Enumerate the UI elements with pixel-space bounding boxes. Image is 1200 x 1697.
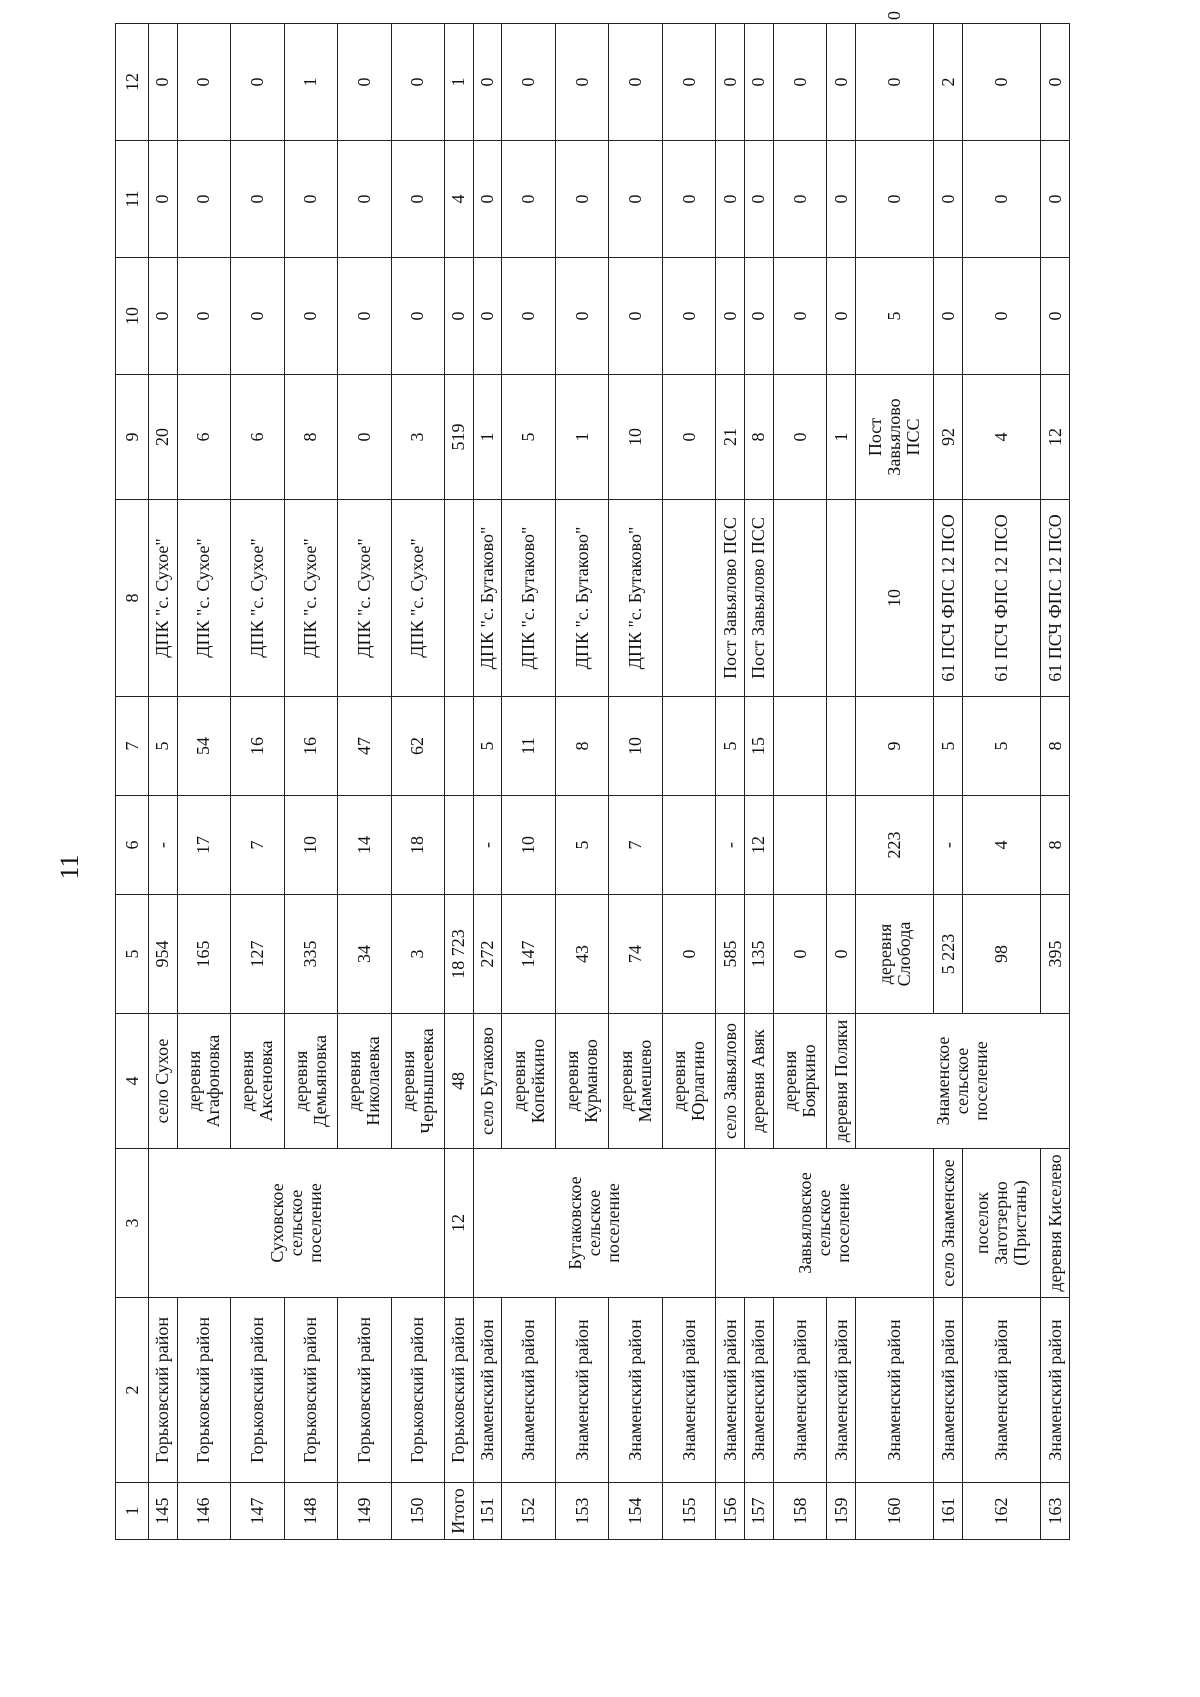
fire-unit-cell: ДПК "с. Бутаково" xyxy=(473,500,502,697)
value-cell: 0 xyxy=(555,258,608,375)
value-cell: 4 xyxy=(445,141,474,258)
population-cell: 0 xyxy=(662,895,715,1014)
population-cell: 3 xyxy=(391,895,444,1014)
value-cell: 0 xyxy=(473,24,502,141)
locality-cell: деревня Курманово xyxy=(555,1014,608,1149)
locality-cell: деревня Поляки xyxy=(827,1014,856,1149)
district-cell: Горьковский район xyxy=(445,1298,474,1483)
fire-unit-cell: Пост Завьялово ПСС xyxy=(745,500,774,697)
value-cell: 0 xyxy=(745,141,774,258)
locality-cell: село Бутаково xyxy=(473,1014,502,1149)
value-cell: 1 xyxy=(445,24,474,141)
distance-cell: - xyxy=(934,796,963,895)
table-row xyxy=(473,24,502,1540)
value-cell: 0 xyxy=(716,258,745,375)
locality-cell: деревня Демьяновка xyxy=(284,1014,337,1149)
time-cell: 62 xyxy=(391,697,444,796)
value-cell: 0 xyxy=(609,258,662,375)
value-cell: 0 xyxy=(473,258,502,375)
time-cell: 8 xyxy=(1041,697,1070,796)
value-cell: 0 xyxy=(555,24,608,141)
settlement-group-cell: Завьяловское сельское поселение xyxy=(716,1149,934,1298)
fire-unit-cell xyxy=(827,500,856,697)
row-number: 151 xyxy=(473,1483,502,1540)
distance-cell xyxy=(445,796,474,895)
time-cell xyxy=(445,697,474,796)
value-cell: 0 xyxy=(745,258,774,375)
distance-cell: 17 xyxy=(177,796,230,895)
table-row xyxy=(502,24,555,1540)
table-row xyxy=(284,24,337,1540)
district-cell: Знаменский район xyxy=(827,1298,856,1483)
total-row xyxy=(445,24,474,1540)
fire-unit-cell: ДПК "с. Сухое" xyxy=(177,500,230,697)
row-number: 162 xyxy=(962,1483,1040,1540)
distance-cell: 14 xyxy=(338,796,391,895)
value-cell: 5 xyxy=(502,375,555,500)
value-cell: 0 xyxy=(609,141,662,258)
fire-unit-cell: Пост Завьялово ПСС xyxy=(716,500,745,697)
fire-unit-cell: ДПК "с. Бутаково" xyxy=(502,500,555,697)
settlements-table xyxy=(115,11,1070,1540)
fire-unit-cell: ДПК "с. Сухое" xyxy=(338,500,391,697)
fire-unit-cell: Пост Завьялово ПСС xyxy=(855,375,933,500)
district-cell: Знаменский район xyxy=(773,1298,826,1483)
table-row xyxy=(555,24,608,1540)
locality-cell: деревня Аксеновка xyxy=(231,1014,284,1149)
population-cell: 43 xyxy=(555,895,608,1014)
table-row xyxy=(149,24,178,1540)
row-number: 145 xyxy=(149,1483,178,1540)
value-cell: 0 xyxy=(1041,258,1070,375)
time-cell: 8 xyxy=(555,697,608,796)
value-cell: 0 xyxy=(555,141,608,258)
value-cell: 0 xyxy=(177,24,230,141)
value-cell: 21 xyxy=(716,375,745,500)
value-cell: 0 xyxy=(231,141,284,258)
district-cell: Горьковский район xyxy=(391,1298,444,1483)
value-cell: 0 xyxy=(773,24,826,141)
value-cell: 0 xyxy=(391,24,444,141)
row-number: 155 xyxy=(662,1483,715,1540)
value-cell: 0 xyxy=(473,141,502,258)
value-cell: 5 xyxy=(855,258,933,375)
value-cell: 0 xyxy=(962,141,1040,258)
population-cell: 34 xyxy=(338,895,391,1014)
district-cell: Знаменский район xyxy=(716,1298,745,1483)
table-row xyxy=(716,24,745,1540)
distance-cell xyxy=(662,796,715,895)
population-cell: 0 xyxy=(827,895,856,1014)
value-cell: 0 xyxy=(231,258,284,375)
value-cell: 8 xyxy=(745,375,774,500)
fire-unit-cell xyxy=(773,500,826,697)
row-number: 161 xyxy=(934,1483,963,1540)
value-cell: 0 xyxy=(662,24,715,141)
value-cell: 6 xyxy=(177,375,230,500)
row-number: 146 xyxy=(177,1483,230,1540)
time-cell: 10 xyxy=(855,500,933,697)
district-cell: Горьковский район xyxy=(284,1298,337,1483)
table-row xyxy=(1041,24,1070,1540)
row-number: 163 xyxy=(1041,1483,1070,1540)
value-cell: 0 xyxy=(177,141,230,258)
value-cell: 0 xyxy=(716,141,745,258)
population-cell: 335 xyxy=(284,895,337,1014)
value-cell: 0 xyxy=(934,141,963,258)
fire-unit-cell: 61 ПСЧ ФПС 12 ПСО xyxy=(1041,500,1070,697)
value-cell: 0 xyxy=(962,24,1040,141)
value-cell: 1 xyxy=(555,375,608,500)
distance-cell: 8 xyxy=(1041,796,1070,895)
district-cell: Горьковский район xyxy=(338,1298,391,1483)
locality-cell: деревня Копейкино xyxy=(502,1014,555,1149)
time-cell xyxy=(773,697,826,796)
locality-cell: деревня Чернышеевка xyxy=(391,1014,444,1149)
district-cell: Знаменский район xyxy=(1041,1298,1070,1483)
value-cell: 0 xyxy=(502,258,555,375)
row-number: 148 xyxy=(284,1483,337,1540)
value-cell: 8 xyxy=(284,375,337,500)
value-cell: 0 xyxy=(1041,141,1070,258)
district-cell: Горьковский район xyxy=(149,1298,178,1483)
time-cell: 54 xyxy=(177,697,230,796)
row-number: 158 xyxy=(773,1483,826,1540)
value-cell: 4 xyxy=(962,375,1040,500)
header-cell: 3 xyxy=(116,1149,149,1298)
time-cell: 15 xyxy=(745,697,774,796)
rotated-table-container xyxy=(115,11,1070,1540)
value-cell: 1 xyxy=(473,375,502,500)
locality-cell: село Завьялово xyxy=(716,1014,745,1149)
table-row xyxy=(962,24,1040,1540)
header-cell: 8 xyxy=(116,500,149,697)
distance-cell: - xyxy=(473,796,502,895)
value-cell: 12 xyxy=(1041,375,1070,500)
value-cell: 0 xyxy=(149,258,178,375)
value-cell: 0 xyxy=(962,258,1040,375)
value-cell: 0 xyxy=(231,24,284,141)
row-number: 159 xyxy=(827,1483,856,1540)
population-cell: 0 xyxy=(773,895,826,1014)
value-cell: 1 xyxy=(284,24,337,141)
value-cell: 0 xyxy=(773,258,826,375)
settlement-group-cell: Знаменское сельское поселение xyxy=(855,1014,1069,1149)
value-cell: 0 xyxy=(1041,24,1070,141)
row-number: 157 xyxy=(745,1483,774,1540)
table-row xyxy=(827,24,856,1540)
table-row: 160 Знаменский район Знаменское сельское поселение деревня Слобода 223 9 10 Пост Завьялово ПСС 5 0 0 0 xyxy=(855,24,933,1540)
fire-unit-cell: ДПК "с. Сухое" xyxy=(391,500,444,697)
district-cell: Знаменский район xyxy=(662,1298,715,1483)
header-cell: 6 xyxy=(116,796,149,895)
value-cell: 0 xyxy=(391,258,444,375)
value-cell: 0 xyxy=(662,141,715,258)
value-cell: 0 xyxy=(855,24,933,141)
value-cell: 1 xyxy=(827,375,856,500)
distance-cell: 10 xyxy=(284,796,337,895)
locality-cell: деревня Бояркино xyxy=(773,1014,826,1149)
value-cell: 0 xyxy=(662,375,715,500)
locality-cell: деревня Агафоновка xyxy=(177,1014,230,1149)
value-cell: 0 xyxy=(609,24,662,141)
fire-unit-cell xyxy=(662,500,715,697)
locality-cell: деревня Юрлагино xyxy=(662,1014,715,1149)
time-cell: 5 xyxy=(149,697,178,796)
table-row xyxy=(391,24,444,1540)
distance-cell: 9 xyxy=(855,697,933,796)
locality-cell: деревня Киселево xyxy=(1041,1149,1070,1298)
value-cell: 10 xyxy=(609,375,662,500)
distance-cell: 18 xyxy=(391,796,444,895)
distance-cell xyxy=(773,796,826,895)
header-cell: 5 xyxy=(116,895,149,1014)
table-row xyxy=(773,24,826,1540)
value-cell: 2 xyxy=(934,24,963,141)
population-cell: 585 xyxy=(716,895,745,1014)
locality-cell: село Сухое xyxy=(149,1014,178,1149)
fire-unit-cell: 61 ПСЧ ФПС 12 ПСО xyxy=(962,500,1040,697)
row-number: 156 xyxy=(716,1483,745,1540)
row-number: 147 xyxy=(231,1483,284,1540)
value-cell: 6 xyxy=(231,375,284,500)
value-cell: 0 xyxy=(773,141,826,258)
header-cell: 9 xyxy=(116,375,149,500)
population-cell: 127 xyxy=(231,895,284,1014)
table-row xyxy=(662,24,715,1540)
table-row xyxy=(745,24,774,1540)
total-population: 18 723 xyxy=(445,895,474,1014)
settlement-group-cell: Бутаковское сельское поселение xyxy=(473,1149,716,1298)
fire-unit-cell: ДПК "с. Сухое" xyxy=(231,500,284,697)
population-cell: 147 xyxy=(502,895,555,1014)
population-cell: 135 xyxy=(745,895,774,1014)
row-number: 160 xyxy=(855,1483,933,1540)
population-cell: 74 xyxy=(609,895,662,1014)
value-cell: 0 xyxy=(338,141,391,258)
distance-cell: 12 xyxy=(745,796,774,895)
value-cell: 0 xyxy=(284,258,337,375)
distance-cell: 10 xyxy=(502,796,555,895)
value-cell: 20 xyxy=(149,375,178,500)
population-cell: 272 xyxy=(473,895,502,1014)
table-row xyxy=(231,24,284,1540)
time-cell: 5 xyxy=(934,697,963,796)
locality-cell: деревня Николаевка xyxy=(338,1014,391,1149)
distance-cell: 7 xyxy=(231,796,284,895)
value-cell: 0 xyxy=(445,258,474,375)
locality-cell: деревня Мамешево xyxy=(609,1014,662,1149)
value-cell: 519 xyxy=(445,375,474,500)
value-cell: 0 xyxy=(284,141,337,258)
value-cell: 3 xyxy=(391,375,444,500)
table-row xyxy=(609,24,662,1540)
value-cell: 0 xyxy=(934,258,963,375)
value-cell: 0 xyxy=(149,141,178,258)
header-cell: 1 xyxy=(116,1483,149,1540)
population-cell: 223 xyxy=(855,796,933,895)
value-cell: 0 xyxy=(855,141,933,258)
district-cell: Знаменский район xyxy=(962,1298,1040,1483)
time-cell: 16 xyxy=(284,697,337,796)
header-cell: 11 xyxy=(116,141,149,258)
locality-cell: деревня Авяк xyxy=(745,1014,774,1149)
row-number: 150 xyxy=(391,1483,444,1540)
row-number: 154 xyxy=(609,1483,662,1540)
time-cell xyxy=(827,697,856,796)
row-number: 153 xyxy=(555,1483,608,1540)
locality-cell: поселок Заготзерно (Пристань) xyxy=(962,1149,1040,1298)
population-cell: 98 xyxy=(962,895,1040,1014)
header-cell: 12 xyxy=(116,24,149,141)
header-cell: 10 xyxy=(116,258,149,375)
table-row xyxy=(177,24,230,1540)
row-number: 152 xyxy=(502,1483,555,1540)
district-cell: Горьковский район xyxy=(231,1298,284,1483)
value-cell: 0 xyxy=(338,375,391,500)
header-cell: 4 xyxy=(116,1014,149,1149)
district-cell: Знаменский район xyxy=(473,1298,502,1483)
table-row xyxy=(934,24,963,1540)
district-cell: Знаменский район xyxy=(502,1298,555,1483)
header-cell: 2 xyxy=(116,1298,149,1483)
value-cell: 0 xyxy=(177,258,230,375)
total-settlements-count: 12 xyxy=(445,1149,474,1298)
fire-unit-cell: ДПК "с. Сухое" xyxy=(284,500,337,697)
district-cell: Горьковский район xyxy=(177,1298,230,1483)
header-cell: 7 xyxy=(116,697,149,796)
row-number: 149 xyxy=(338,1483,391,1540)
time-cell: 47 xyxy=(338,697,391,796)
population-cell: 165 xyxy=(177,895,230,1014)
value-cell: 0 xyxy=(827,141,856,258)
distance-cell: 5 xyxy=(555,796,608,895)
time-cell xyxy=(662,697,715,796)
table-header-row xyxy=(116,24,149,1540)
distance-cell: 7 xyxy=(609,796,662,895)
value-cell: 0 xyxy=(745,24,774,141)
district-cell: Знаменский район xyxy=(855,1298,933,1483)
value-cell: 0 xyxy=(662,258,715,375)
time-cell: 5 xyxy=(962,697,1040,796)
time-cell: 11 xyxy=(502,697,555,796)
total-localities-count: 48 xyxy=(445,1014,474,1149)
value-cell: 92 xyxy=(934,375,963,500)
value-cell: 0 xyxy=(716,24,745,141)
time-cell: 5 xyxy=(473,697,502,796)
population-cell: 5 223 xyxy=(934,895,963,1014)
time-cell: 10 xyxy=(609,697,662,796)
population-cell: 395 xyxy=(1041,895,1070,1014)
fire-unit-cell: ДПК "с. Бутаково" xyxy=(555,500,608,697)
value-cell: 0 xyxy=(502,24,555,141)
population-cell: 954 xyxy=(149,895,178,1014)
value-cell: 0 xyxy=(338,24,391,141)
district-cell: Знаменский район xyxy=(934,1298,963,1483)
value-cell: 0 xyxy=(773,375,826,500)
value-cell: 0 xyxy=(149,24,178,141)
district-cell: Знаменский район xyxy=(555,1298,608,1483)
locality-cell: село Знаменское xyxy=(934,1149,963,1298)
total-label: Итого xyxy=(445,1483,474,1540)
distance-cell: - xyxy=(149,796,178,895)
distance-cell: 4 xyxy=(962,796,1040,895)
district-cell: Знаменский район xyxy=(745,1298,774,1483)
page-number: 11 xyxy=(55,854,84,880)
fire-unit-cell: 61 ПСЧ ФПС 12 ПСО xyxy=(934,500,963,697)
fire-unit-cell xyxy=(445,500,474,697)
value-cell: 0 xyxy=(827,258,856,375)
fire-unit-cell: ДПК "с. Бутаково" xyxy=(609,500,662,697)
value-cell: 0 xyxy=(502,141,555,258)
value-cell: 0 xyxy=(391,141,444,258)
locality-cell: деревня Слобода xyxy=(855,895,933,1014)
table-row xyxy=(338,24,391,1540)
distance-cell: - xyxy=(716,796,745,895)
value-cell: 0 xyxy=(338,258,391,375)
time-cell: 5 xyxy=(716,697,745,796)
time-cell: 16 xyxy=(231,697,284,796)
value-cell: 0 xyxy=(827,24,856,141)
settlement-group-cell: Суховское сельское поселение xyxy=(149,1149,445,1298)
district-cell: Знаменский район xyxy=(609,1298,662,1483)
fire-unit-cell: ДПК "с. Сухое" xyxy=(149,500,178,697)
distance-cell xyxy=(827,796,856,895)
